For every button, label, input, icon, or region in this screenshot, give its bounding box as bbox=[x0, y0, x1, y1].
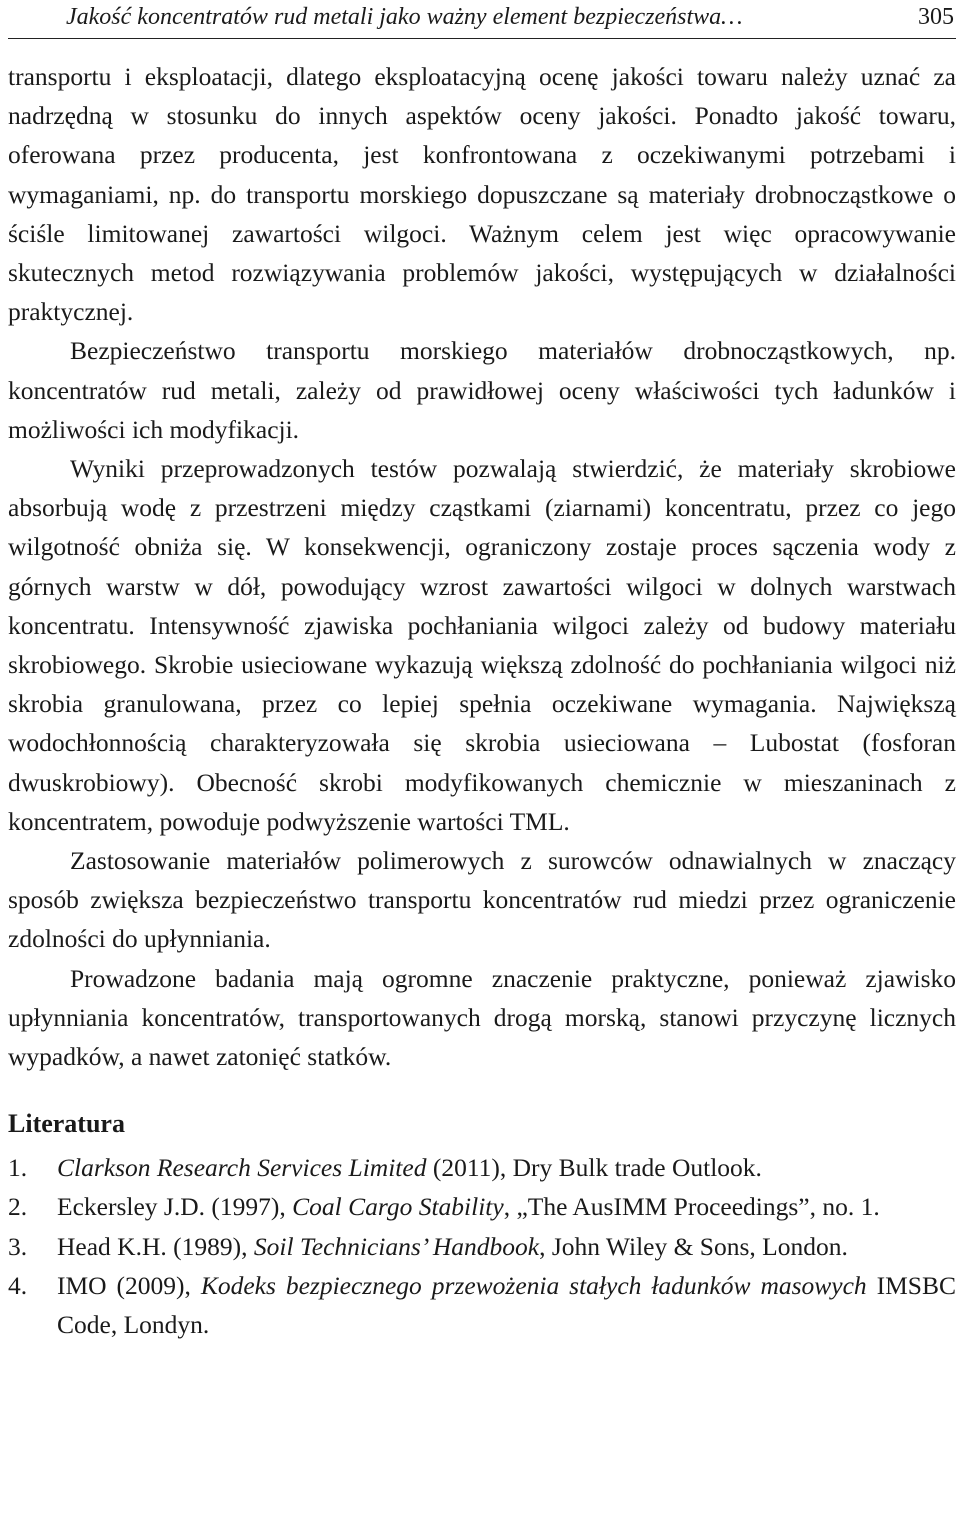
references-heading: Literatura bbox=[8, 1109, 125, 1139]
body-text bbox=[8, 57, 956, 1076]
reference-number: 2. bbox=[8, 1192, 28, 1222]
reference-item bbox=[8, 1187, 956, 1226]
reference-item bbox=[8, 1148, 956, 1187]
paragraph: Bezpieczeństwo transportu morskiego materiałów drobnocząstkowych, np. koncentratów rud metali, zależy od prawidłowej oceny właściwości tych ładunków i możliwości ich modyfikacji. bbox=[8, 336, 956, 444]
running-title: Jakość koncentratów rud metali jako ważny element bezpieczeństwa… bbox=[66, 4, 743, 30]
document-page bbox=[8, 0, 956, 1344]
reference-item bbox=[8, 1266, 956, 1344]
reference-title: Clarkson Research Services Limited bbox=[57, 1153, 427, 1183]
reference-number: 3. bbox=[8, 1231, 28, 1261]
reference-text: Head K.H. (1989), bbox=[57, 1231, 254, 1261]
reference-title: Soil Technicians’ Handbook bbox=[253, 1231, 540, 1261]
reference-text: , John Wiley & Sons, London. bbox=[539, 1231, 848, 1261]
reference-number: 4. bbox=[8, 1270, 28, 1300]
reference-number: 1. bbox=[8, 1153, 28, 1183]
reference-title: Coal Cargo Stability bbox=[292, 1192, 504, 1222]
reference-title: Kodeks bezpiecznego przewożenia stałych ładunków masowych bbox=[200, 1270, 867, 1300]
reference-text: IMSBC Code, Londyn. bbox=[57, 1270, 956, 1340]
reference-text: , „The AusIMM Proceedings”, no. 1. bbox=[503, 1192, 880, 1222]
references-list bbox=[8, 1148, 956, 1344]
reference-text: IMO (2009), bbox=[57, 1270, 201, 1300]
page-number: 305 bbox=[918, 4, 954, 30]
reference-text: (2011), Dry Bulk trade Outlook. bbox=[426, 1153, 762, 1183]
reference-item bbox=[8, 1227, 956, 1266]
reference-text: Eckersley J.D. (1997), bbox=[57, 1192, 293, 1222]
paragraph: Zastosowanie materiałów polimerowych z surowców odnawialnych w znaczący sposób zwiększa bezpieczeństwo transportu koncentratów rud miedzi przez ograniczenie zdolności do upłynniania. bbox=[8, 846, 956, 954]
paragraph: transportu i eksploatacji, dlatego eksploatacyjną ocenę jakości towaru należy uznać za nadrzędną w stosunku do innych aspektów oceny jakości. Ponadto jakość towaru, oferowana przez producenta, jest konfrontowana z oczekiwanymi potrzebami i wymaganiami, np. do transportu morskiego dopuszczane są materiały drobnocząstkowe o ściśle limitowanej zawartości wilgoci. Ważnym celem jest więc opracowywanie skutecznych metod rozwiązywania problemów jakości, występujących w działalności praktycznej. bbox=[8, 62, 956, 327]
running-header bbox=[8, 0, 956, 39]
paragraph: Wyniki przeprowadzonych testów pozwalają stwierdzić, że materiały skrobiowe absorbują wodę z przestrzeni między cząstkami (ziarnami) koncentratu, przez co jego wilgotność obniża się. W konsekwencji, ograniczony zostaje proces sączenia wody z górnych warstw w dół, powodujący wzrost zawartości wilgoci w dolnych warstwach koncentratu. Intensywność zjawiska pochłaniania wilgoci zależy od budowy materiału skrobiowego. Skrobie usieciowane wykazują większą zdolność do pochłaniania wilgoci niż skrobia granulowana, przez co lepiej spełnia oczekiwane wymagania. Największą wodochłonnością charakteryzowała się skrobia usieciowana – Lubostat (fosforan dwuskrobiowy). Obecność skrobi modyfikowanych chemicznie w mieszaninach z koncentratem, powoduje podwyższenie wartości TML. bbox=[8, 454, 956, 836]
paragraph: Prowadzone badania mają ogromne znaczenie praktyczne, ponieważ zjawisko upłynniania koncentratów, transportowanych drogą morską, stanowi przyczynę licznych wypadków, a nawet zatonięć statków. bbox=[8, 963, 956, 1072]
